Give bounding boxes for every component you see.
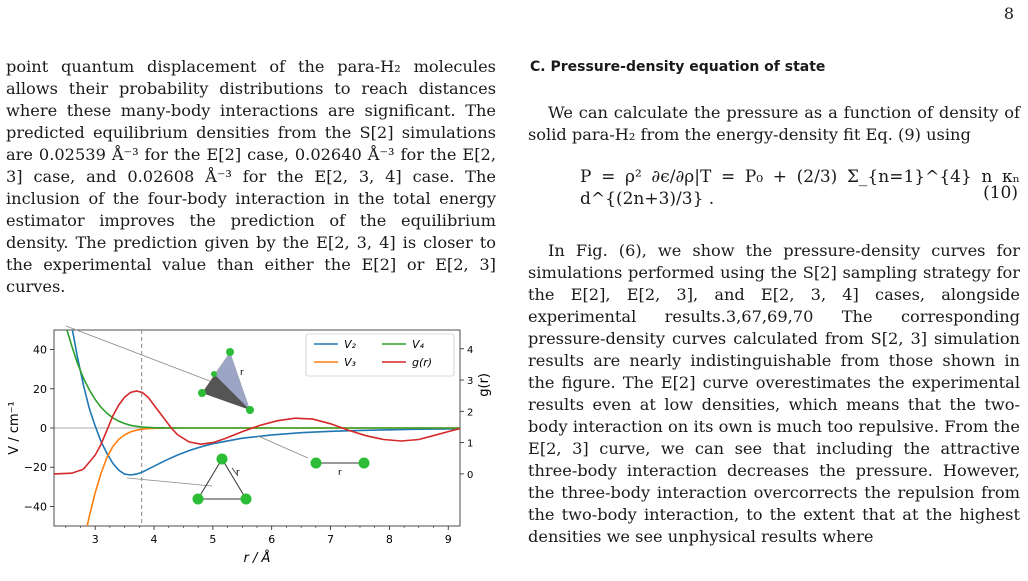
- left-column: [6, 56, 496, 298]
- right-paragraph-2: In Fig. (6), we show the pressure-density curves for simulations performed using the S[2] sampling strategy for the E[2], E[2, 3], and E[2, 3, 4] cases, alongside experimental results.3,67,69,70 The corresponding pressure-density curves calculated from S[2, 3] simulation results are nearly indistinguishable from those shown in the figure. The E[2] curve overestimates the experimental results even at low densities, which means that the two-body interaction on its own is much too repulsive. From the E[2, 3] curve, we can see that including the attractive three-body interaction decreases the pressure. However, the three-body interaction overcorrects the repulsion from the two-body interaction, to the extent that at the highest densities we see unphysical results where: [528, 241, 1020, 546]
- x-axis-label: r / Å: [243, 551, 271, 566]
- legend-label: g(r): [412, 356, 433, 369]
- potential-figure: [0, 318, 500, 581]
- x-tick-label: 9: [444, 533, 452, 546]
- right-column: [528, 56, 1020, 548]
- y-tick-label: −40: [23, 500, 47, 514]
- equation-10: [528, 160, 1020, 230]
- series-v3: [86, 428, 460, 530]
- right-paragraph-1: We can calculate the pressure as a function of density of solid para-H₂ from the energy-density fit Eq. (9) using: [528, 103, 1020, 144]
- y-tick-label: 20: [33, 382, 47, 396]
- page-number: 8: [1003, 4, 1014, 23]
- legend-label: V₃: [344, 356, 356, 369]
- y-axis-label: V / cm⁻¹: [7, 401, 22, 455]
- triangle-icon: [198, 459, 246, 499]
- x-tick-label: 8: [385, 533, 393, 546]
- legend-label: V₂: [344, 338, 356, 351]
- y-tick-label: 40: [33, 343, 47, 357]
- inset-label-r1: r: [240, 368, 244, 378]
- section-heading: C. Pressure-density equation of state: [530, 59, 826, 75]
- legend: [306, 334, 454, 376]
- axes: [7, 344, 492, 566]
- y2-axis-label: g(r): [477, 373, 492, 397]
- x-tick-label: 4: [150, 533, 158, 546]
- inset-label-r3: r: [338, 468, 342, 478]
- equation-number: (10): [983, 183, 1018, 203]
- inset-label-r2: r: [236, 468, 240, 478]
- x-tick-label: 3: [91, 533, 99, 546]
- legend-label: V₄: [412, 338, 424, 351]
- x-tick-label: 5: [209, 533, 217, 546]
- y2-tick-label: 1: [467, 438, 474, 450]
- equation-body: P = ρ² ∂ϵ/∂ρ|T = P₀ + (2/3) Σ_{n=1}^{4} n κₙ d^{(2n+3)/3} .: [580, 167, 1020, 209]
- y-tick-label: 0: [40, 422, 47, 435]
- y2-tick-label: 4: [467, 344, 474, 356]
- series-g: [54, 391, 460, 474]
- x-tick-label: 7: [327, 533, 335, 546]
- left-paragraph: point quantum displacement of the para-H₂ molecules allows their probability distributions to reach distances where these many-body interactions are significant. The predicted equilibrium densities from the S[2] simulations are 0.02539 Å⁻³ for the E[2] case, 0.02640 Å⁻³ for the E[2, 3] case, and 0.02608 Å⁻³ for the E[2, 3, 4] case. The inclusion of the four-body interaction in the total energy estimator improves the prediction of the equilibrium density. The prediction given by the E[2, 3, 4] is closer to the experimental value than either the E[2] or E[2, 3] curves.: [6, 57, 496, 296]
- y2-tick-label: 2: [467, 407, 474, 419]
- y-tick-label: −20: [23, 461, 47, 475]
- y2-tick-label: 3: [467, 376, 474, 388]
- y2-tick-label: 0: [467, 469, 474, 481]
- x-tick-label: 6: [268, 533, 276, 546]
